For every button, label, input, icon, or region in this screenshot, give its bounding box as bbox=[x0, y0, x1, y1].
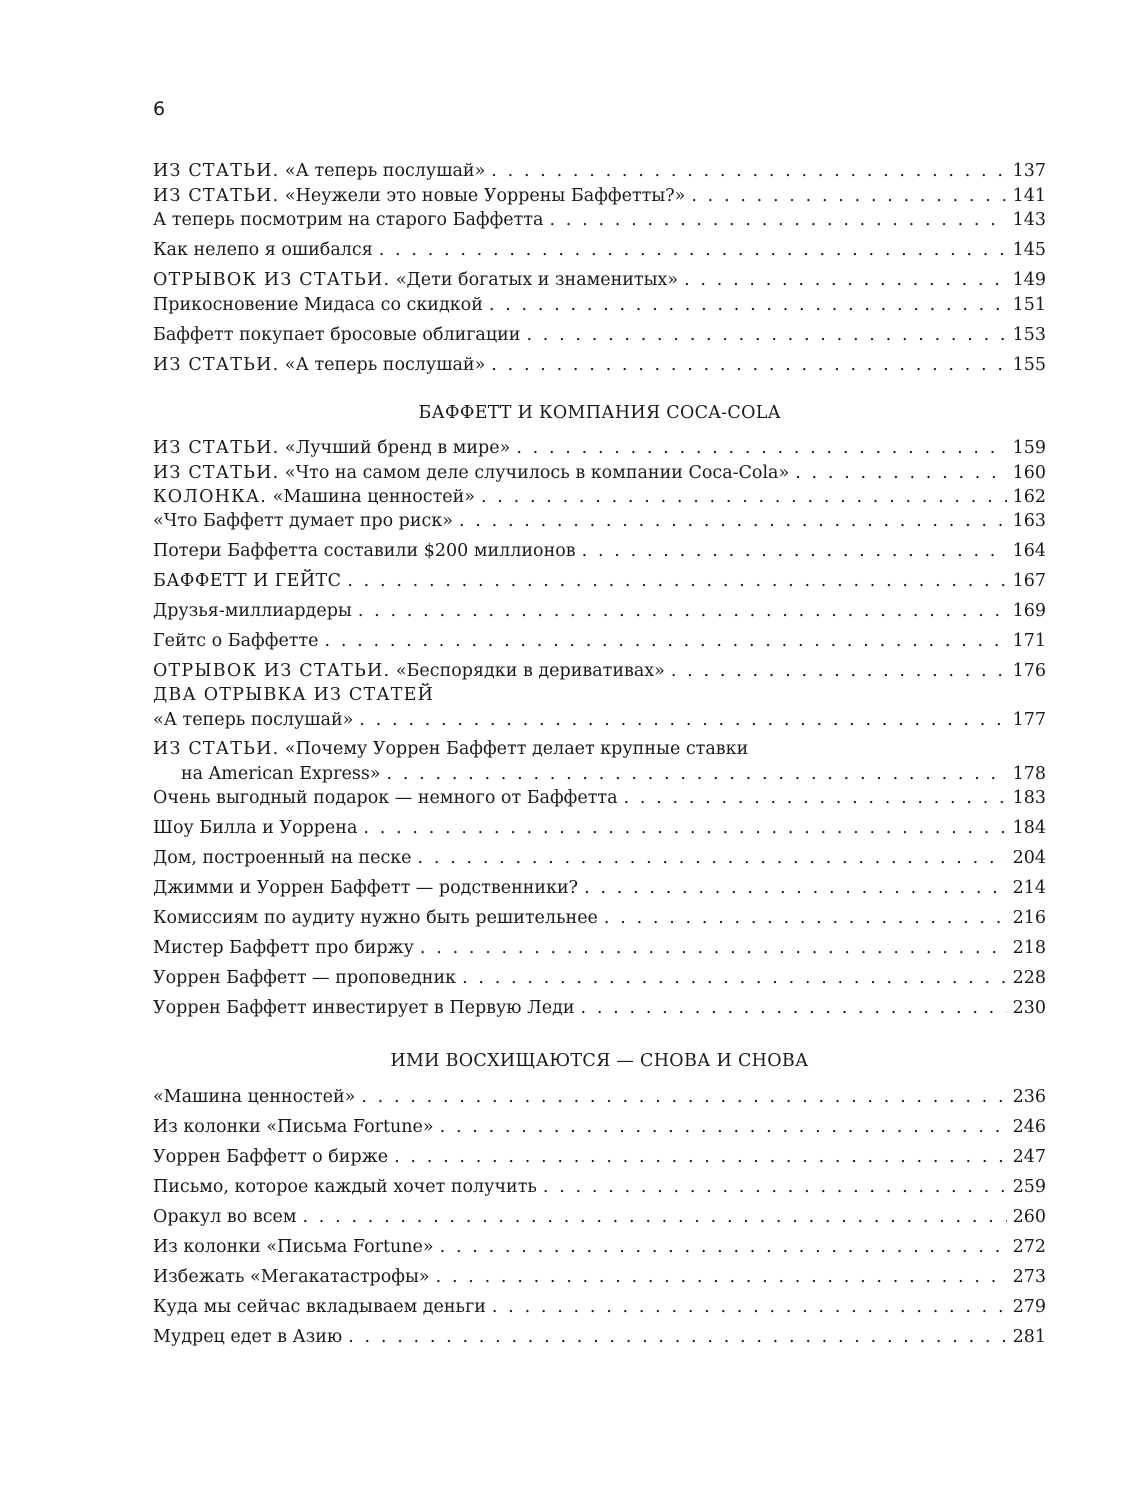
entry-title: Потери Баффетта составили $200 миллионов bbox=[153, 541, 576, 561]
entry-page: 169 bbox=[1012, 601, 1046, 621]
leader-dots bbox=[462, 966, 1007, 990]
entry-page: 230 bbox=[1012, 998, 1046, 1018]
toc-entry bbox=[153, 599, 1046, 623]
entry-title: А теперь посмотрим на старого Баффетта bbox=[153, 210, 544, 230]
toc-entry bbox=[153, 816, 1046, 840]
leader-dots bbox=[582, 539, 1007, 563]
toc-entry bbox=[153, 353, 1046, 377]
leader-dots bbox=[526, 323, 1006, 347]
entry-page: 177 bbox=[1012, 710, 1046, 730]
toc-entry bbox=[153, 906, 1046, 930]
entry-page: 281 bbox=[1012, 1327, 1046, 1347]
entry-page: 183 bbox=[1012, 788, 1046, 808]
leader-dots bbox=[491, 353, 1006, 377]
leader-dots bbox=[440, 1235, 1007, 1259]
entry-title: Друзья-миллиардеры bbox=[153, 601, 352, 621]
leader-dots bbox=[604, 906, 1007, 930]
toc-entry bbox=[153, 1265, 1046, 1289]
toc-entry bbox=[153, 1145, 1046, 1169]
entry-page: 216 bbox=[1012, 908, 1046, 928]
leader-dots bbox=[549, 208, 1006, 232]
entry-page: 176 bbox=[1012, 661, 1046, 681]
entry-title: Как нелепо я ошибался bbox=[153, 240, 373, 260]
entry-page: 178 bbox=[1012, 764, 1046, 784]
entry-title: Комиссиям по аудиту нужно быть решительнее bbox=[153, 908, 598, 928]
toc-entry bbox=[153, 996, 1046, 1020]
entry-label: ОТРЫВОК ИЗ СТАТЬИ. bbox=[153, 270, 391, 290]
leader-dots bbox=[795, 461, 1006, 485]
toc-entry bbox=[153, 569, 1046, 593]
entry-title: Избежать «Мегакатастрофы» bbox=[153, 1267, 430, 1287]
leader-dots bbox=[359, 708, 1006, 732]
entry-title: «А теперь послушай» bbox=[153, 710, 354, 730]
entry-title: «Беспорядки в деривативах» bbox=[395, 661, 665, 681]
entry-page: 145 bbox=[1012, 240, 1046, 260]
leader-dots bbox=[440, 1115, 1007, 1139]
section-heading-coca-cola: БАФФЕТТ И КОМПАНИЯ COCA-COLA bbox=[418, 403, 781, 423]
entry-title: «Что на самом деле случилось в компании Coca-Cola» bbox=[284, 463, 790, 483]
entry-page: 247 bbox=[1012, 1147, 1046, 1167]
leader-dots bbox=[492, 1295, 1007, 1319]
entry-page: 162 bbox=[1012, 487, 1046, 507]
leader-dots bbox=[489, 293, 1007, 317]
entry-title: «Дети богатых и знаменитых» bbox=[395, 270, 679, 290]
leader-dots bbox=[302, 1205, 1006, 1229]
entry-label: ИЗ СТАТЬИ. bbox=[153, 438, 280, 458]
leader-dots bbox=[418, 846, 1007, 870]
toc-entry bbox=[153, 1325, 1046, 1349]
entry-title: Очень выгодный подарок — немного от Баффетта bbox=[153, 788, 618, 808]
toc-entry bbox=[153, 539, 1046, 563]
toc-entry bbox=[153, 786, 1046, 810]
toc-entry bbox=[153, 659, 1046, 683]
entry-title: «Машина ценностей» bbox=[153, 1087, 356, 1107]
leader-dots bbox=[691, 184, 1006, 208]
toc-entry bbox=[153, 238, 1046, 262]
entry-page: 184 bbox=[1012, 818, 1046, 838]
toc-entry bbox=[153, 293, 1046, 317]
entry-title: Из колонки «Письма Fortune» bbox=[153, 1237, 434, 1257]
page-number: 6 bbox=[153, 98, 166, 120]
entry-label: ИЗ СТАТЬИ. bbox=[153, 739, 280, 759]
entry-title: Уоррен Баффетт — проповедник bbox=[153, 968, 457, 988]
entry-page: 246 bbox=[1012, 1117, 1046, 1137]
entry-page: 272 bbox=[1012, 1237, 1046, 1257]
entry-title: БАФФЕТТ И ГЕЙТС bbox=[153, 571, 342, 591]
leader-dots bbox=[584, 876, 1007, 900]
toc-entry bbox=[153, 268, 1046, 292]
leader-dots bbox=[491, 159, 1006, 183]
toc-entry bbox=[153, 208, 1046, 232]
leader-dots bbox=[363, 816, 1006, 840]
entry-title: Гейтс о Баффетте bbox=[153, 631, 319, 651]
entry-title: Баффетт покупает бросовые облигации bbox=[153, 325, 521, 345]
entry-page: 151 bbox=[1012, 295, 1046, 315]
toc-entry bbox=[153, 184, 1046, 208]
entry-title: Куда мы сейчас вкладываем деньги bbox=[153, 1297, 486, 1317]
entry-page: 279 bbox=[1012, 1297, 1046, 1317]
leader-dots bbox=[436, 1265, 1007, 1289]
toc-entry bbox=[153, 629, 1046, 653]
entry-title: «Машина ценностей» bbox=[272, 487, 475, 507]
toc-entry bbox=[153, 1295, 1046, 1319]
entry-page: 204 bbox=[1012, 848, 1046, 868]
leader-dots bbox=[624, 786, 1007, 810]
entry-label: ИЗ СТАТЬИ. bbox=[153, 186, 280, 206]
section-heading-admired: ИМИ ВОСХИЩАЮТСЯ — СНОВА И СНОВА bbox=[390, 1051, 809, 1071]
entry-page: 160 bbox=[1012, 463, 1046, 483]
leader-dots bbox=[543, 1175, 1007, 1199]
leader-dots bbox=[348, 1325, 1006, 1349]
entry-page: 214 bbox=[1012, 878, 1046, 898]
entry-title: Уоррен Баффетт о бирже bbox=[153, 1147, 389, 1167]
entry-title: «Что Баффетт думает про риск» bbox=[153, 511, 453, 531]
entry-title: «А теперь послушай» bbox=[284, 355, 486, 375]
toc-entry bbox=[153, 485, 1046, 509]
toc-entry bbox=[153, 966, 1046, 990]
leader-dots bbox=[358, 599, 1007, 623]
entry-page: 167 bbox=[1012, 571, 1046, 591]
entry-title-line1: ДВА ОТРЫВКА ИЗ СТАТЕЙ bbox=[153, 685, 435, 705]
entry-title: Джимми и Уоррен Баффетт — родственники? bbox=[153, 878, 579, 898]
entry-label: ИЗ СТАТЬИ. bbox=[153, 161, 280, 181]
entry-page: 143 bbox=[1012, 210, 1046, 230]
entry-label: ИЗ СТАТЬИ. bbox=[153, 355, 280, 375]
leader-dots bbox=[347, 569, 1006, 593]
toc-entry bbox=[153, 1205, 1046, 1229]
entry-page: 137 bbox=[1012, 161, 1046, 181]
entry-page: 164 bbox=[1012, 541, 1046, 561]
leader-dots bbox=[516, 436, 1006, 460]
toc-entry bbox=[153, 1085, 1046, 1109]
toc-entry bbox=[153, 876, 1046, 900]
toc-entry bbox=[153, 1175, 1046, 1199]
leader-dots bbox=[684, 268, 1006, 292]
toc-entry bbox=[153, 1115, 1046, 1139]
entry-title: Прикосновение Мидаса со скидкой bbox=[153, 295, 483, 315]
leader-dots bbox=[481, 485, 1007, 509]
entry-page: 159 bbox=[1012, 438, 1046, 458]
toc-entry bbox=[153, 708, 1046, 732]
entry-title: на American Express» bbox=[181, 764, 381, 784]
toc-entry bbox=[153, 1235, 1046, 1259]
entry-title: Мудрец едет в Азию bbox=[153, 1327, 343, 1347]
leader-dots bbox=[387, 762, 1007, 786]
entry-title: «Лучший бренд в мире» bbox=[284, 438, 511, 458]
entry-page: 260 bbox=[1012, 1207, 1046, 1227]
toc-entry bbox=[153, 762, 1046, 786]
toc-entry bbox=[153, 846, 1046, 870]
entry-label: КОЛОНКА. bbox=[153, 487, 268, 507]
leader-dots bbox=[581, 996, 1007, 1020]
entry-page: 273 bbox=[1012, 1267, 1046, 1287]
toc-entry bbox=[153, 509, 1046, 533]
toc-entry bbox=[153, 936, 1046, 960]
entry-page: 163 bbox=[1012, 511, 1046, 531]
entry-title: Оракул во всем bbox=[153, 1207, 297, 1227]
leader-dots bbox=[671, 659, 1007, 683]
entry-label: ИЗ СТАТЬИ. bbox=[153, 463, 280, 483]
entry-title: Мистер Баффетт про биржу bbox=[153, 938, 414, 958]
entry-page: 153 bbox=[1012, 325, 1046, 345]
entry-title: «А теперь послушай» bbox=[284, 161, 486, 181]
leader-dots bbox=[420, 936, 1007, 960]
toc-entry bbox=[153, 461, 1046, 485]
entry-page: 141 bbox=[1012, 186, 1046, 206]
entry-page: 171 bbox=[1012, 631, 1046, 651]
toc-entry bbox=[153, 323, 1046, 347]
entry-title-line1: ИЗ СТАТЬИ. «Почему Уоррен Баффетт делает крупные ставки bbox=[153, 739, 749, 759]
leader-dots bbox=[394, 1145, 1006, 1169]
entry-title: Письмо, которое каждый хочет получить bbox=[153, 1177, 537, 1197]
entry-label: ОТРЫВОК ИЗ СТАТЬИ. bbox=[153, 661, 391, 681]
toc-entry bbox=[153, 159, 1046, 183]
entry-page: 155 bbox=[1012, 355, 1046, 375]
entry-title: Дом, построенный на песке bbox=[153, 848, 412, 868]
entry-page: 259 bbox=[1012, 1177, 1046, 1197]
entry-page: 218 bbox=[1012, 938, 1046, 958]
entry-title: Из колонки «Письма Fortune» bbox=[153, 1117, 434, 1137]
entry-title: Уоррен Баффетт инвестирует в Первую Леди bbox=[153, 998, 575, 1018]
entry-title: «Неужели это новые Уоррены Баффетты?» bbox=[284, 186, 686, 206]
toc-entry bbox=[153, 436, 1046, 460]
leader-dots bbox=[379, 238, 1007, 262]
leader-dots bbox=[361, 1085, 1006, 1109]
entry-page: 236 bbox=[1012, 1087, 1046, 1107]
leader-dots bbox=[325, 629, 1007, 653]
entry-title: Шоу Билла и Уоррена bbox=[153, 818, 358, 838]
entry-page: 149 bbox=[1012, 270, 1046, 290]
entry-page: 228 bbox=[1012, 968, 1046, 988]
leader-dots bbox=[459, 509, 1007, 533]
